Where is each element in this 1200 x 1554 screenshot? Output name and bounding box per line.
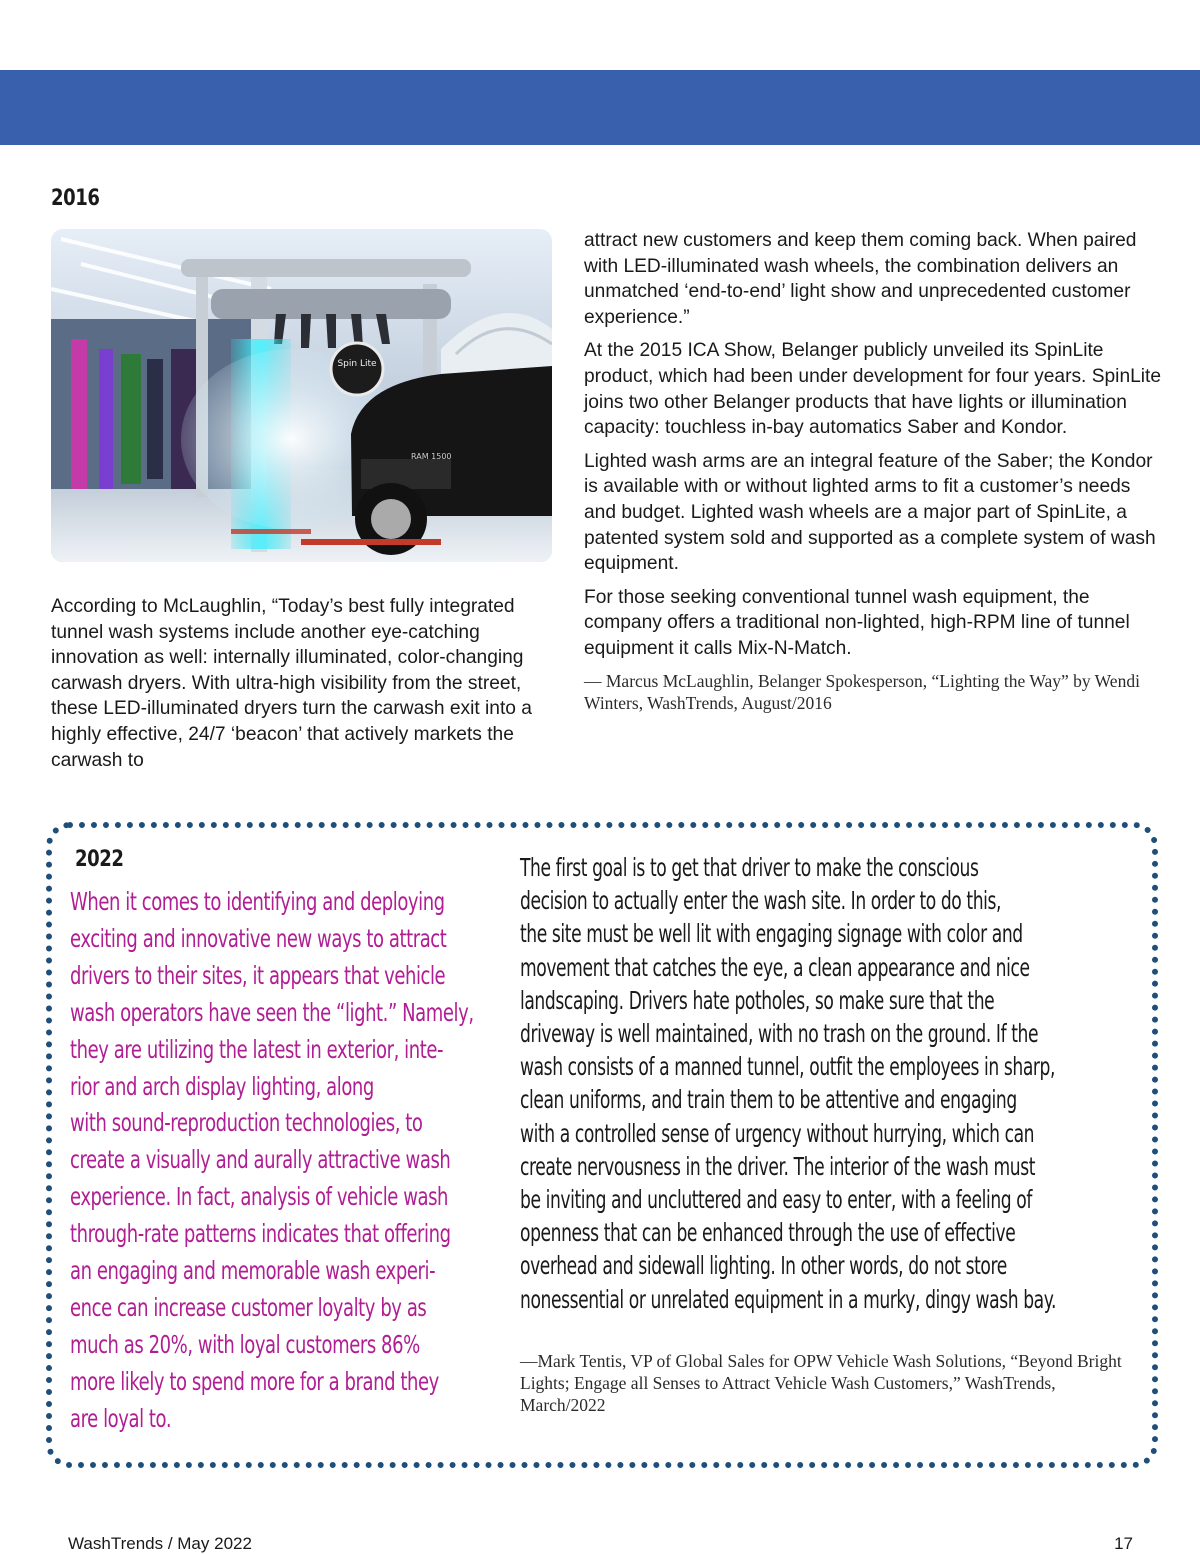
- highlight-line: experience. In fact, analysis of vehicle wash: [70, 1182, 449, 1212]
- highlight-line: more likely to spend more for a brand they: [70, 1366, 439, 1396]
- header-band: [0, 70, 1200, 145]
- highlight-line: drivers to their sites, it appears that vehicle: [70, 960, 446, 990]
- paragraph-right-2: At the 2015 ICA Show, Belanger publicly unveiled its SpinLite product, which had been under development for four years. SpinLite joins two other Belanger products that have lights or illumination capacity: touchless in-bay automatics Saber and Kondor.: [584, 340, 1162, 439]
- truck-badge: RAM 1500: [411, 452, 452, 461]
- paragraph-left-2016: According to McLaughlin, “Today’s best fully integrated tunnel wash systems include another eye-catching innovation as well: internally illuminated, color-changing carwash dryers. With ultra-high visibility from the street, these LED-illuminated dryers turn the carwash exit into a highly effective, 24/7 ‘beacon’ that actively markets the carwash to: [51, 596, 532, 771]
- paragraph-right-3: Lighted wash arms are an integral feature of the Saber; the Kondor is available with or without lighted arms to fit a customer’s needs and budget. Lighted wash wheels are a major part of SpinLite, a patented system sold and supported as a complete system of wash equipment.: [584, 450, 1156, 575]
- body-line: with a controlled sense of urgency without hurrying, which can: [520, 1118, 1035, 1148]
- highlight-line: through-rate patterns indicates that offering: [70, 1219, 451, 1249]
- highlight-line: exciting and innovative new ways to attract: [70, 923, 447, 953]
- body-line: wash consists of a manned tunnel, outfit the employees in sharp,: [520, 1052, 1056, 1082]
- highlight-line: rior and arch display lighting, along: [70, 1071, 374, 1101]
- body-line: landscaping. Drivers hate potholes, so make sure that the: [520, 985, 995, 1015]
- carwash-illustration: [51, 229, 552, 562]
- article-2016-right: [584, 228, 1164, 714]
- body-line: be inviting and uncluttered and easy to enter, with a feeling of: [520, 1185, 1032, 1215]
- body-line: nonessential or unrelated equipment in a murky, dingy wash bay.: [520, 1284, 1057, 1314]
- section-year-2022: 2022: [75, 847, 124, 872]
- body-line: openness that can be enhanced through the use of effective: [520, 1218, 1016, 1248]
- paragraph-right-4: For those seeking conventional tunnel wash equipment, the company offers a traditional non-lighted, high-RPM line of tunnel equipment it calls Mix-N-Match.: [584, 586, 1130, 659]
- highlight-line: are loyal to.: [70, 1403, 172, 1433]
- body-line: driveway is well maintained, with no trash on the ground. If the: [520, 1019, 1039, 1049]
- highlight-line: When it comes to identifying and deploying: [70, 887, 445, 916]
- highlight-line: create a visually and aurally attractive wash: [70, 1145, 451, 1175]
- arch-sign-text: Spin Lite: [337, 359, 377, 369]
- footer-publication: WashTrends / May 2022: [68, 1534, 252, 1553]
- highlight-line: wash operators have seen the “light.” Namely,: [70, 997, 474, 1027]
- body-line: the site must be well lit with engaging signage with color and: [520, 919, 1023, 949]
- highlight-line: with sound-reproduction technologies, to: [70, 1108, 423, 1138]
- highlight-line: they are utilizing the latest in exterior, inte-: [70, 1034, 444, 1064]
- paragraph-right-1: attract new customers and keep them coming back. When paired with LED-illuminated wash wheels, the combination delivers an unmatched ‘end-to-end’ light show and unprecedented customer experience.”: [584, 230, 1137, 328]
- citation-2022: —Mark Tentis, VP of Global Sales for OPW Vehicle Wash Solutions, “Beyond Bright Lights; Engage all Senses to Attract Vehicle Wash Customers,” WashTrends, March/2022: [520, 1351, 1122, 1415]
- highlight-line: ence can increase customer loyalty by as: [70, 1292, 427, 1322]
- body-line: clean uniforms, and train them to be attentive and engaging: [520, 1085, 1017, 1115]
- body-line: movement that catches the eye, a clean appearance and nice: [520, 952, 1030, 982]
- carwash-photo: [51, 229, 552, 562]
- body-paragraph-2022: [520, 851, 1095, 1316]
- highlight-line: much as 20%, with loyal customers 86%: [70, 1329, 420, 1359]
- citation-2016: — Marcus McLaughlin, Belanger Spokesperson, “Lighting the Way” by Wendi Winters, WashTrends, August/2016: [584, 670, 1140, 713]
- highlight-line: an engaging and memorable wash experi-: [70, 1256, 436, 1286]
- section-year-2016: 2016: [51, 186, 100, 211]
- body-line: The first goal is to get that driver to make the conscious: [520, 853, 979, 882]
- body-line: overhead and sidewall lighting. In other words, do not store: [520, 1251, 1007, 1281]
- highlight-paragraph-2022: [70, 884, 474, 1438]
- article-2016-left: [51, 594, 556, 781]
- page-number: 17: [1114, 1534, 1133, 1553]
- body-line: create nervousness in the driver. The interior of the wash must: [520, 1151, 1036, 1181]
- body-line: decision to actually enter the wash site. In order to do this,: [520, 886, 1002, 916]
